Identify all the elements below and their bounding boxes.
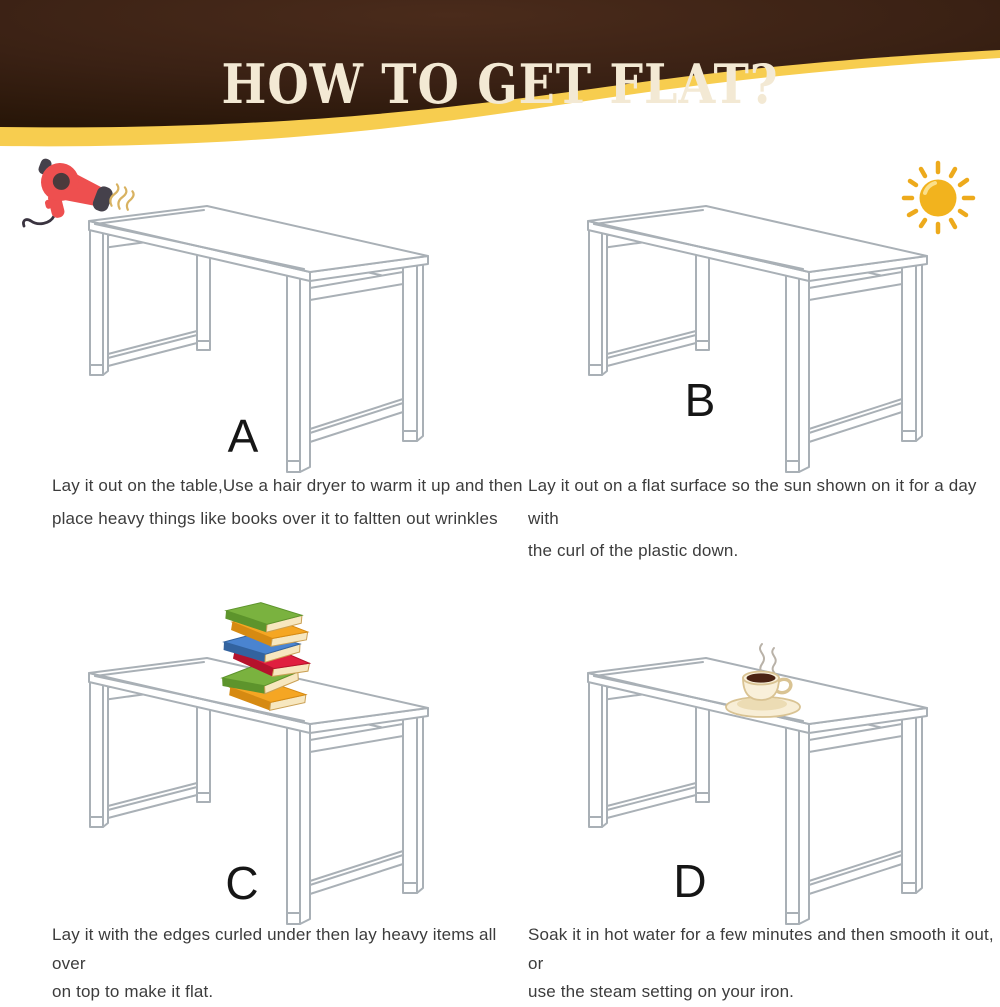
page-title: HOW TO GET FLAT? <box>221 52 779 117</box>
caption-line: Lay it with the edges curled under then lay heavy items all over <box>52 925 497 973</box>
caption-line: use the steam setting on your iron. <box>528 982 795 1001</box>
caption-line: Soak it in hot water for a few minutes and then smooth it out, or <box>528 925 994 973</box>
hair-dryer-icon <box>10 158 160 263</box>
caption-line: Lay it out on the table,Use a hair dryer to warm it up and then <box>52 476 523 495</box>
heat-waves-icon <box>109 184 134 210</box>
method-caption-d <box>528 921 1000 1007</box>
method-letter-a: A <box>227 410 259 462</box>
book-stack-icon <box>220 597 312 717</box>
caption-line: Lay it out on a flat surface so the sun shown on it for a day with <box>528 476 977 528</box>
method-letter-c: C <box>225 857 259 909</box>
caption-line: the curl of the plastic down. <box>528 541 739 560</box>
method-caption-c <box>52 921 524 1007</box>
method-letter-d: D <box>673 855 707 907</box>
method-caption-a <box>52 470 524 535</box>
sun-icon <box>896 156 980 240</box>
method-letter-b: B <box>684 374 716 426</box>
coffee-cup-icon <box>715 638 810 723</box>
header-banner <box>0 0 1000 150</box>
method-caption-b <box>528 470 1000 568</box>
caption-line: place heavy things like books over it to faltten out wrinkles <box>52 508 498 528</box>
caption-line: on top to make it flat. <box>52 982 214 1001</box>
